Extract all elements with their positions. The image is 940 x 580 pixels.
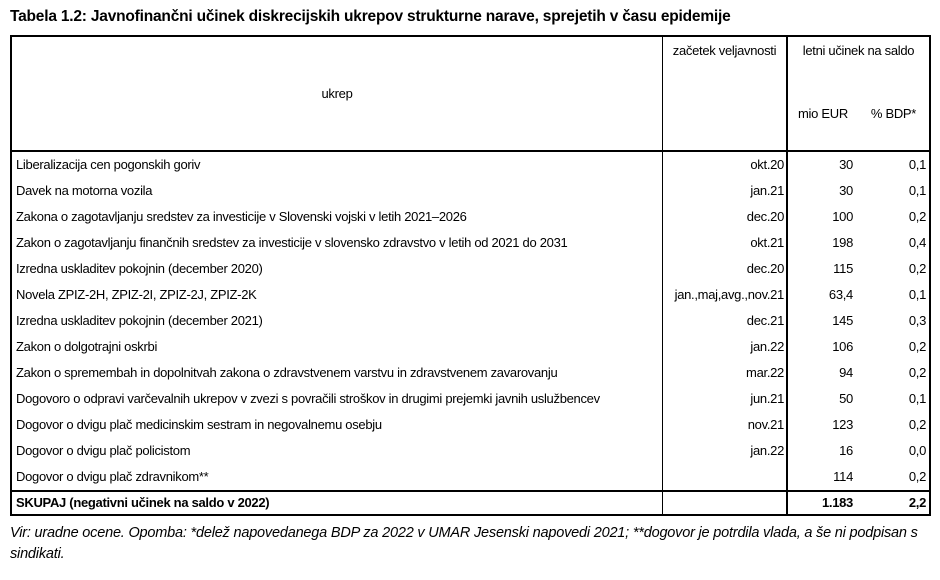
mio-eur-cell: 50 [839, 391, 853, 406]
ukrep-cell: Zakon o spremembah in dopolnitvah zakona o zdravstvenem varstvu in zdravstvenem zavarovanju [12, 360, 663, 386]
mio-eur-cell: 30 [839, 183, 853, 198]
table-row [12, 464, 929, 490]
pct-bdp-cell: 0,2 [908, 339, 926, 354]
table-row [12, 152, 929, 178]
ukrep-cell: Dogovoro o odpravi varčevalnih ukrepov v zvezi s povračili stroškov in drugimi prejemki javnih uslužbencev [12, 386, 663, 412]
start-date-cell [663, 464, 788, 490]
table-title: Tabela 1.2: Javnofinančni učinek diskrecijskih ukrepov strukturne narave, sprejetih v času epidemije [10, 8, 731, 25]
header-cell-annual-effect [788, 37, 929, 150]
table-row [12, 360, 929, 386]
ukrep-cell: Liberalizacija cen pogonskih goriv [12, 152, 663, 178]
pct-bdp-cell: 0,1 [908, 157, 926, 172]
pct-bdp-cell: 0,0 [908, 443, 926, 458]
table-row [12, 412, 929, 438]
mio-eur-cell: 106 [832, 339, 853, 354]
total-mio-eur-cell: 1.183 [821, 495, 853, 510]
pct-bdp-cell: 0,3 [908, 313, 926, 328]
start-date-cell: jan.21 [663, 178, 788, 204]
table-row [12, 438, 929, 464]
header-subrow [788, 106, 929, 121]
mio-eur-cell: 63,4 [828, 287, 853, 302]
ukrep-cell: Zakon o zagotavljanju finančnih sredstev za investicije v slovensko zdravstvo v letih od 2021 do 2031 [12, 230, 663, 256]
ukrep-cell: Dogovor o dvigu plač zdravnikom** [12, 464, 663, 490]
table-row [12, 204, 929, 230]
start-date-cell: nov.21 [663, 412, 788, 438]
table-row [12, 282, 929, 308]
mio-eur-cell: 198 [832, 235, 853, 250]
start-date-cell: dec.20 [663, 256, 788, 282]
header-sublabel-pct-bdp: % BDP* [870, 106, 917, 121]
start-date-cell: mar.22 [663, 360, 788, 386]
mio-eur-cell: 16 [839, 443, 853, 458]
ukrep-cell: Izredna uskladitev pokojnin (december 2020) [12, 256, 663, 282]
mio-eur-cell: 145 [832, 313, 853, 328]
start-date-cell: jun.21 [663, 386, 788, 412]
pct-bdp-cell: 0,2 [908, 365, 926, 380]
ukrep-cell: Novela ZPIZ-2H, ZPIZ-2I, ZPIZ-2J, ZPIZ-2K [12, 282, 663, 308]
pct-bdp-cell: 0,4 [908, 235, 926, 250]
total-start-cell [663, 492, 788, 514]
table-row [12, 334, 929, 360]
table-row [12, 256, 929, 282]
mio-eur-cell: 100 [832, 209, 853, 224]
total-label-cell: SKUPAJ (negativni učinek na saldo v 2022) [12, 492, 663, 514]
ukrep-cell: Zakona o zagotavljanju sredstev za investicije v Slovenski vojski v letih 2021–2026 [12, 204, 663, 230]
source-note: Vir: uradne ocene. Opomba: *delež napovedanega BDP za 2022 v UMAR Jesenski napovedi 2021; **dogovor je potrdila vlada, a še ni podpisan s sindikati. [10, 525, 918, 562]
start-date-cell: okt.20 [663, 152, 788, 178]
header-cell-start-date: začetek veljavnosti [663, 37, 788, 150]
table-row [12, 308, 929, 334]
ukrep-cell: Dogovor o dvigu plač medicinskim sestram in negovalnemu osebju [12, 412, 663, 438]
mio-eur-cell: 123 [832, 417, 853, 432]
table-row [12, 230, 929, 256]
pct-bdp-cell: 0,1 [908, 391, 926, 406]
start-date-cell: dec.20 [663, 204, 788, 230]
mio-eur-cell: 114 [833, 469, 853, 484]
pct-bdp-cell: 0,1 [908, 287, 926, 302]
pct-bdp-cell: 0,2 [908, 261, 926, 276]
pct-bdp-cell: 0,2 [908, 417, 926, 432]
header-label-annual-effect: letni učinek na saldo [802, 43, 915, 58]
ukrep-cell: Izredna uskladitev pokojnin (december 2021) [12, 308, 663, 334]
mio-eur-cell: 94 [839, 365, 853, 380]
pct-bdp-cell: 0,2 [908, 209, 926, 224]
header-sublabel-mio-eur: mio EUR [798, 106, 848, 121]
start-date-cell: jan.22 [663, 438, 788, 464]
table-header-row [12, 37, 929, 152]
mio-eur-cell: 115 [833, 261, 853, 276]
start-date-cell: dec.21 [663, 308, 788, 334]
header-cell-ukrep: ukrep [12, 37, 663, 150]
ukrep-cell: Dogovor o dvigu plač policistom [12, 438, 663, 464]
pct-bdp-cell: 0,2 [908, 469, 926, 484]
ukrep-cell: Zakon o dolgotrajni oskrbi [12, 334, 663, 360]
fiscal-measures-table [10, 35, 931, 516]
start-date-cell: okt.21 [663, 230, 788, 256]
start-date-cell: jan.22 [663, 334, 788, 360]
table-row [12, 386, 929, 412]
table-row [12, 178, 929, 204]
table-total-row [12, 490, 929, 514]
total-pct-bdp-cell: 2,2 [908, 495, 926, 510]
pct-bdp-cell: 0,1 [908, 183, 926, 198]
start-date-cell: jan.,maj,avg.,nov.21 [663, 282, 788, 308]
ukrep-cell: Davek na motorna vozila [12, 178, 663, 204]
mio-eur-cell: 30 [839, 157, 853, 172]
